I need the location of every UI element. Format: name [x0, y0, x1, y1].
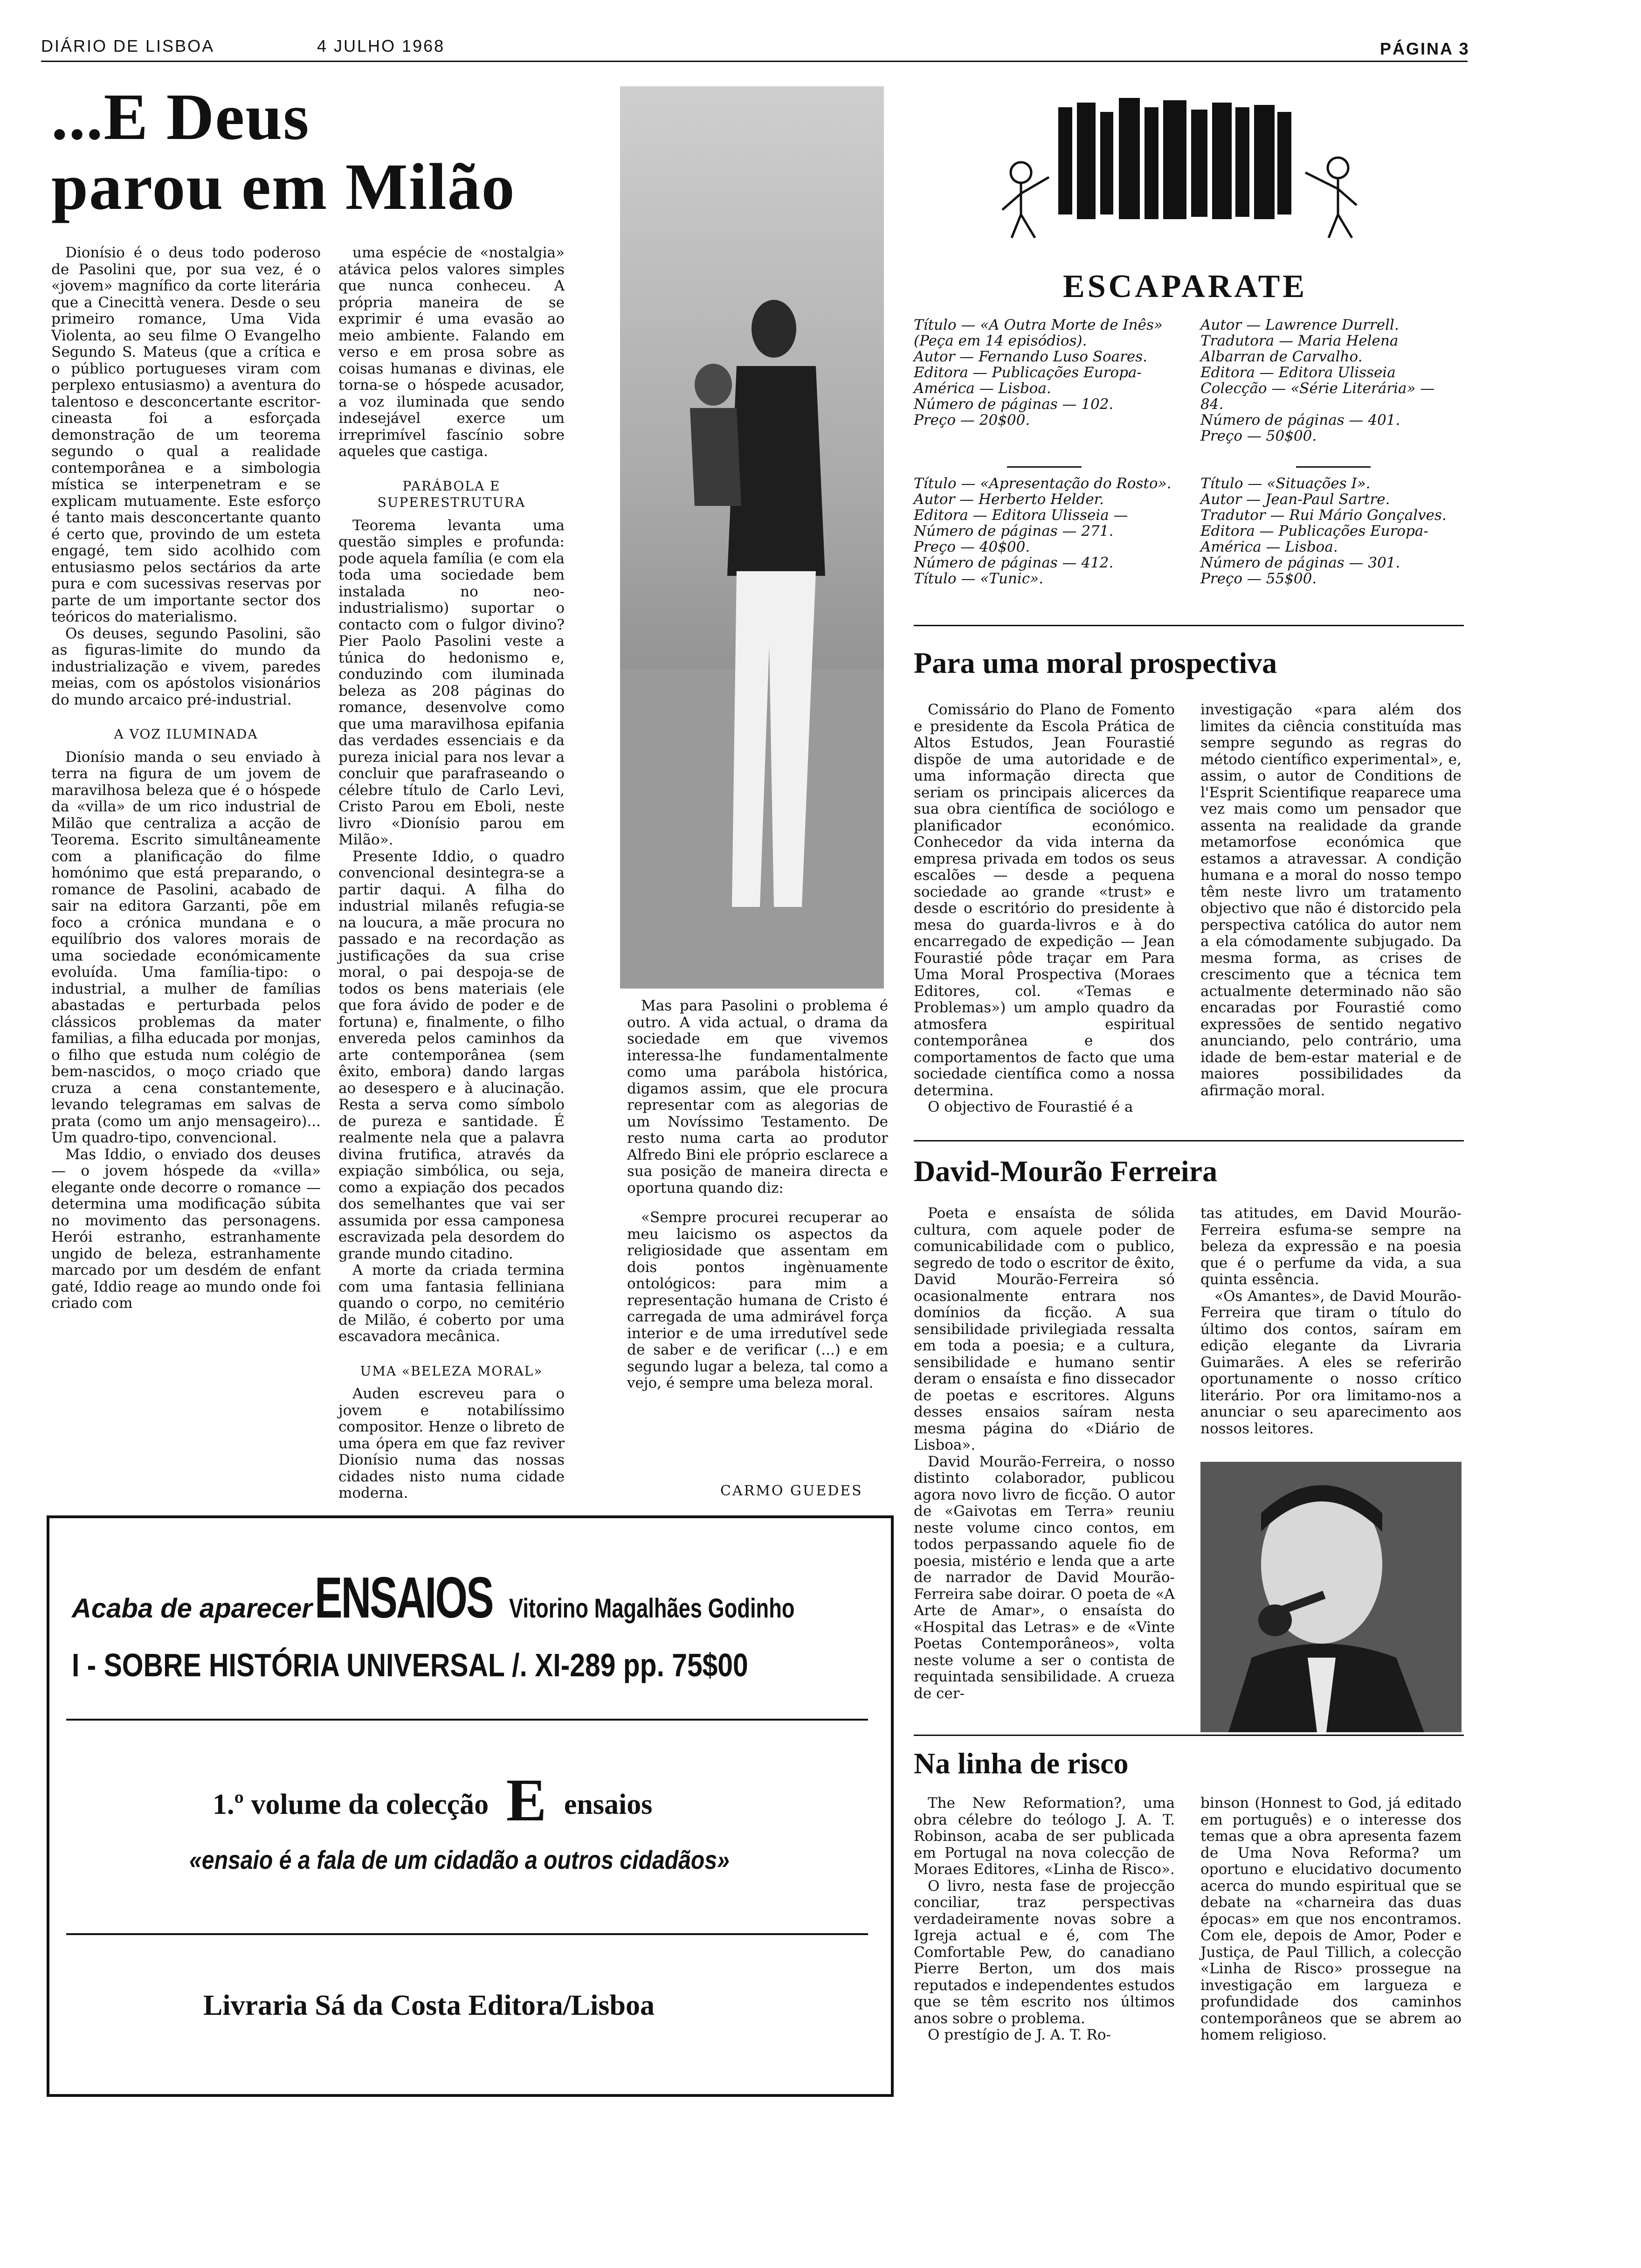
ad-series-letter: E [506, 1767, 547, 1834]
book-line: Número de páginas — 412. [914, 554, 1114, 571]
book-line: Número de páginas — 401. [1200, 412, 1400, 429]
paragraph: uma espécie de «nostalgia» atávica pelos valores simples que nunca conheceu. A própria maneira de se exprimir é uma evasão ao meio ambiente. Falando em verso e em prosa sobre as coisas humanas e divinas, ele torna-se o hóspede acusador, a voz iluminada que sendo indesejável exerce um irreprimível fascínio sobre aqueles que castiga. [338, 244, 565, 460]
section-title-dmf: David-Mourão Ferreira [914, 1155, 1218, 1188]
escaparate-entry-3 [1200, 317, 1462, 444]
paragraph: Dionísio é o deus todo poderoso de Pasolini que, por sua vez, é o «jovem» magnífico da corte literária que a Cinecittà venera. Desde o seu primeiro romance, Uma Vida Violenta, ao seu filme O Evangelho Segundo S. Mateus (que a crítica e o público portugueses viram com perplexo entusiasmo) a aventura do talentoso e desconcertante escritor-cineasta foi a esforçada demonstração de um teorema segundo o qual a realidade contemporânea e a simbologia mística se interpenetram e se explicam mutuamente. Este esforço é tanto mais desconcertante quanto é certo que, provindo de um esteta engagé, tem sido acolhido com entusiasmo pelos sectários da arte pura e com sucessivas reservas por parte de um importante sector dos teóricos do materialismo. [51, 244, 321, 625]
paragraph: Teorema levanta uma questão simples e profunda: pode aquela família (e com ela toda uma sociedade bem instalada no neo-industrialismo) suportar o contacto com o fulgor divino? Pier Paolo Pasolini veste a túnica do hedonismo e, conduzindo com iluminada beleza as 208 páginas do romance, desenvolve como que uma maravilhosa epifania das verdades essenciais e da pureza inicial para nos levar a concluir que parafraseando o célebre título de Carlo Levi, Cristo Parou em Eboli, neste livro «Dionísio parou em Milão». [338, 517, 565, 848]
article-column-2 [338, 245, 565, 1502]
subheading: UMA «BELEZA MORAL» [360, 1363, 543, 1379]
book-line: Tradutora — Maria Helena Albarran de Carvalho. [1200, 332, 1399, 365]
book-line: Número de páginas — 271. [914, 523, 1114, 539]
header-rule [41, 61, 1468, 62]
escaparate-title: ESCAPARATE [1063, 269, 1308, 304]
moral-column-2 [1200, 702, 1462, 1099]
article-title-line2: parou em Milão [51, 150, 516, 223]
book-line: Editora — Editora Ulisseia — [914, 507, 1128, 524]
photo-portrait-dmf [1200, 1462, 1462, 1732]
book-line: Colecção — «Série Literária» — 84. [1200, 380, 1435, 413]
portrait-illustration [1200, 1462, 1462, 1732]
ad-author: Vitorino Magalhães Godinho [509, 1593, 795, 1624]
ad-line-2: I - SOBRE HISTÓRIA UNIVERSAL /. XI-289 pp. 75$00 [72, 1647, 748, 1683]
article-signature: CARMO GUEDES [720, 1483, 863, 1499]
paragraph: The New Reformation?, uma obra célebre do teólogo J. A. T. Robinson, acaba de ser publicada em Portugal na nova colecção de Moraes Editores, «Linha de Risco». [914, 1795, 1175, 1878]
book-line: Número de páginas — 102. [914, 396, 1114, 413]
book-line: Título — «Tunic». [914, 570, 1043, 587]
book-line: Número de páginas — 301. [1200, 554, 1400, 571]
paragraph: «Os Amantes», de David Mourão-Ferreira que tiram o título do último dos contos, saíram em edição elegante da Livraria Guimarães. A eles se referirão oportunamente o nosso crítico literário. Por ora limitamo-nos a anunciar o seu aparecimento aos nossos leitores. [1200, 1287, 1462, 1437]
book-line: Editora — Publicações Europa-América — Lisboa. [1200, 523, 1428, 555]
book-line: Título — «Apresentação do Rosto». [914, 475, 1172, 492]
ad-series-intro: 1.º volume da colecção [213, 1789, 489, 1820]
paragraph: Comissário do Plano de Fomento e presidente da Escola Prática de Altos Estudos, Jean Fourastié dispõe de uma autoridade e de uma informação directa que seriam os principais alicerces da sua obra científica de sociólogo e planificador económico. Conhecedor da vida interna da empresa privada em todos os seus escalões — desde a pequena sociedade ao grande «trust» e desde o escritório do presidente à mesa do guarda-livros e à do encarregado de expedição — Jean Fourastié pôde traçar em Para Uma Moral Prospectiva (Moraes Editores, col. «Temas e Problemas») um amplo quadro da atmosfera espiritual contemporânea e dos comportamentos de facto que uma sociedade científica como a nossa determina. [914, 701, 1175, 1099]
section-title-risco: Na linha de risco [914, 1747, 1129, 1780]
book-line: Preço — 40$00. [914, 539, 1030, 555]
paragraph: Mas para Pasolini o problema é outro. A vida actual, o drama da sociedade em que vivemos interessa-lhe fundamentalmente como uma parábola histórica, digamos assim, que ele procura representar com as alegorias de um Novíssimo Testamento. De resto numa carta ao produtor Alfredo Bini ele próprio esclarece a sua posição de maneira directa e oportuna quando diz: [627, 997, 888, 1196]
paragraph: investigação «para além dos limites da ciência constituída mas sempre segundo as regras do método científico experimental», e, assim, o autor de Conditions de l'Esprit Scientifique reaparece uma vez mais como um pensador que assenta na realidade da grande metamorfose económica que estamos a atravessar. A condição humana e a moral do nosso tempo têm neste livro um tratamento objectivo que não é distorcido pela perspectiva católica do autor nem a ela cómodamente subjugado. Da mesma forma, as crises de crescimento que a técnica tem actualmente determinado não são encaradas por Fourastié como expressões de sentido negativo anunciando, pelo contrário, uma idade de bem-estar material e de maiores possibilidades da afirmação moral. [1200, 701, 1462, 1099]
book-line: Autor — Lawrence Durrell. [1200, 317, 1399, 333]
book-line: Editora — Editora Ulisseia [1200, 364, 1396, 381]
photo-man-standing [620, 86, 884, 989]
moral-column-1 [914, 702, 1175, 1116]
paragraph: O livro, nesta fase de projecção conciliar, traz perspectivas verdadeiramente novas sobre a Igreja actual e é, com The Comfortable Pew, do canadiano Pierre Berton, um dos mais reputados e independentes estudos que se têm escrito nos últimos anos sobre o problema. [914, 1877, 1175, 2027]
book-line: Preço — 20$00. [914, 412, 1030, 429]
paragraph: O prestígio de J. A. T. Ro- [928, 2026, 1111, 2043]
escaparate-rule [1007, 466, 1082, 468]
paragraph: A morte da criada termina com uma fantasia felliniana quando o corpo, no cemitério de Milão, é coberto por uma escavadora mecânica. [338, 1262, 565, 1345]
paragraph: Presente Iddio, o quadro convencional desintegra-se a partir daqui. A filha do industrial milanês refugia-se na loucura, a mãe procura no passado e na recordação as justificações da sua crise moral, o pai despoja-se de todos os bens materiais (ele que fora ávido de poder e de fortuna) e, finalmente, o filho envereda pelos caminhos da arte contemporânea (sem êxito, embora) dando largas ao desespero e à alucinação. Resta a serva como símbolo de pureza e santidade. É realmente nela que a palavra divina frutifica, através da expiação simbólica, ou seja, como a expiação dos pecados dos semelhantes que vai ser assumida por essa camponesa escravizada pela desordem do grande mundo citadino. [338, 848, 565, 1262]
dmf-column-1 [914, 1205, 1175, 1702]
book-line: Autor — Fernando Luso Soares. [914, 348, 1148, 365]
subheading: A VOZ ILUMINADA [114, 726, 258, 742]
section-rule [914, 1735, 1464, 1736]
paragraph: O objectivo de Fourastié é a [928, 1099, 1133, 1115]
book-line: Título — «A Outra Morte de Inês» (Peça em 14 episódios). [914, 317, 1163, 349]
escaparate-entry-2 [914, 476, 1175, 587]
paragraph: Os deuses, segundo Pasolini, são as figuras-limite do mundo da industrialização e vivem, paredes meias, com os apóstolos visionários do mundo arcaico pré-industrial. [51, 625, 321, 708]
ad-series-name: ensaios [564, 1789, 653, 1820]
book-line: Preço — 50$00. [1200, 428, 1317, 444]
book-line: Título — «Situações I». [1200, 475, 1371, 492]
section-title-moral: Para uma moral prospectiva [914, 646, 1277, 679]
escaparate-entry-4 [1200, 476, 1462, 587]
section-rule [914, 625, 1464, 626]
paragraph: Mas Iddio, o enviado dos deuses — o jovem hóspede da «villa» elegante onde decorre o romance — determina uma modificação súbita no movimento das personagens. Herói estranho, estranhamente ungido de beleza, estranhamente marcado por um desdém de enfant gaté, Iddio reage ao mundo onde foi criado com [51, 1146, 321, 1312]
escaparate-books-illustration [984, 93, 1375, 242]
article-title-line1: ...E Deus [51, 80, 310, 153]
ad-book-title: ENSAIOS [314, 1566, 493, 1630]
book-line: Autor — Herberto Helder. [914, 491, 1104, 508]
paragraph: binson (Honnest to God, já editado em português) e o interesse dos temas que a obra apresenta fazem de Uma Nova Reforma? um oportuno e elucidativo documento acerca do mundo espiritual que se debate na «charneira das duas épocas» em que nos encontramos. Com ele, depois de Amor, Poder e Justiça, de Paul Tillich, a colecção «Linha de Risco» prossegue na investigação em largueza e profundidade dos caminhos contemporâneos que se abrem ao homem religioso. [1200, 1795, 1462, 2043]
risco-column-2 [1200, 1795, 1462, 2044]
paragraph: Auden escreveu para o jovem e notabilíssimo compositor. Henze o libreto de uma ópera em que faz reviver Dionísio numa das nossas cidades nisto numa cidade moderna. [338, 1385, 565, 1501]
ad-intro: Acaba de aparecer [72, 1593, 312, 1624]
article-column-1 [51, 245, 321, 1312]
paragraph: David Mourão-Ferreira, o nosso distinto colaborador, publicou agora novo livro de ficção. O autor de «Gaivotas em Terra» reuniu neste volume cinco contos, em todos perpassando aquele fio de poesia, mistério e lenda que a arte de narrador de David Mourão-Ferreira sabe doirar. O poeta de «A Arte de Amar», o ensaísta do «Hospital das Letras» e de «Vinte Poetas Contemporâneos», volta neste volume a ser o contista de requintada sensibilidade. A crueza de cer- [914, 1453, 1175, 1702]
risco-column-1 [914, 1795, 1175, 2044]
book-line: Editora — Publicações Europa-América — Lisboa. [914, 364, 1142, 397]
article-column-3 [627, 998, 888, 1392]
paragraph: Poeta e ensaísta de sólida cultura, com aquele poder de comunicabilidade com o publico, segredo de todo o escritor de êxito, David Mourão-Ferreira só ocasionalmente entrara nos domínios da ficção. A sua sensibilidade privilegiada ressalta em toda a poesia; e a cultura, sensibilidade e humano sentir deram o ensaísta e fino dissecador de poetas e escritores. Alguns desses ensaios saíram nesta mesma página do «Diário de Lisboa». [914, 1205, 1175, 1453]
book-line: Preço — 55$00. [1200, 570, 1317, 587]
ad-line-4: «ensaio é a fala de um cidadão a outros cidadãos» [189, 1845, 730, 1874]
section-rule [914, 1140, 1464, 1141]
photo-figure-illustration [620, 86, 884, 989]
escaparate-rule [1296, 466, 1371, 468]
book-line: Tradutor — Rui Mário Gonçalves. [1200, 507, 1447, 524]
subheading: PARÁBOLA E SUPERESTRUTURA [377, 478, 526, 510]
masthead-date: 4 JULHO 1968 [317, 36, 445, 55]
ad-line-5: Livraria Sá da Costa Editora/Lisboa [203, 1990, 655, 2021]
masthead-paper-name: DIÁRIO DE LISBOA [41, 36, 215, 55]
paragraph: tas atitudes, em David Mourão-Ferreira esfuma-se sempre na beleza da expressão e na poesia que é o perfume da vida, a sua quinta essência. [1200, 1205, 1462, 1288]
quote: «Sempre procurei recuperar ao meu laicismo os aspectos da religiosidade que assentam em dois pontos ingènuamente ontológicos: para mim a representação humana de Cristo é carregada de uma admirável força interior e de uma irredutível sede de saber e de verificar (...) e em segundo lugar a beleza, tal como a vejo, é sempre uma beleza moral. [627, 1209, 888, 1391]
ad-line-3 [213, 1765, 652, 1835]
paragraph: Dionísio manda o seu enviado à terra na figura de um jovem de maravilhosa beleza que é o hóspede da «villa» de um rico industrial de Milão que centraliza a acção de Teorema. Escrito simultâneamente com a planificação do filme homónimo que está preparando, o romance de Pasolini, acabado de sair na editora Garzanti, põe em foco a crónica mundana e o equilíbrio dos valores morais de uma sociedade económicamente evoluída. Uma família-tipo: o industrial, a mulher de famílias abastadas e perturbada pelos clássicos problemas da mater familias, a filha educada por monjas, o filho que estuda num colégio de bem-nascidos, o moço criado que cruza a cena constantemente, levando telegramas em salvas de prata (como um anjo mensageiro)... Um quadro-tipo, convencional. [51, 748, 321, 1146]
escaparate-entry-1 [914, 317, 1175, 428]
book-line: Autor — Jean-Paul Sartre. [1200, 491, 1390, 508]
ad-divider [66, 1719, 868, 1721]
ad-line-1 [72, 1565, 875, 1631]
dmf-column-2 [1200, 1205, 1462, 1437]
advertisement-box [47, 1515, 894, 2097]
ad-divider [66, 1933, 868, 1935]
masthead-page-number: PÁGINA 3 [1380, 39, 1470, 58]
